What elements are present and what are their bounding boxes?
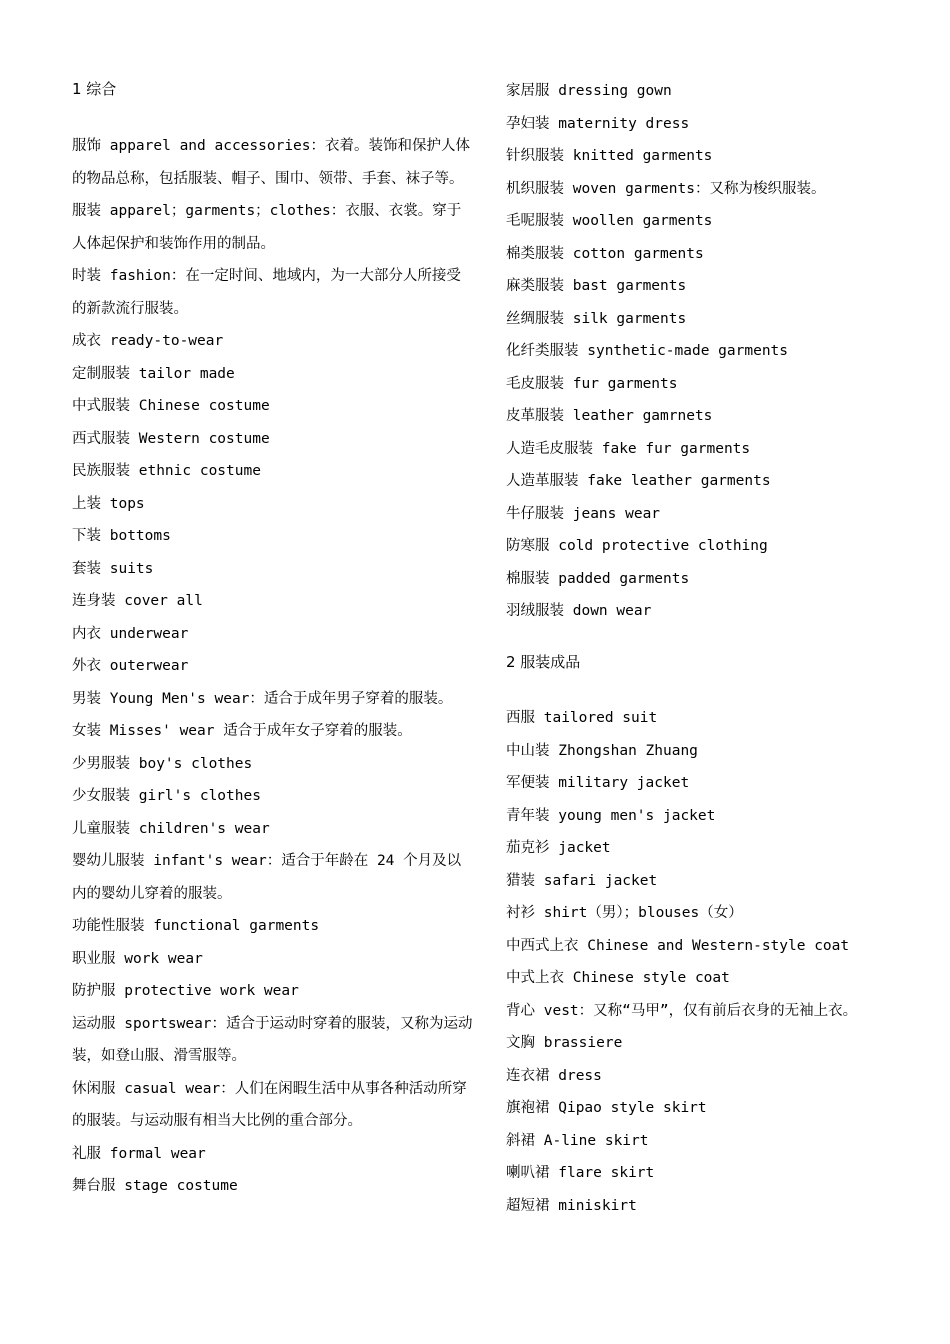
glossary-entry: 化纤类服装 synthetic-made garments [506, 343, 789, 359]
glossary-entry: 羽绒服装 down wear [506, 603, 652, 619]
glossary-entry: 婴幼儿服装 infant's wear：适合于年龄在 24 个月及以内的婴幼儿穿着的服装。 [72, 853, 462, 902]
section-heading-general: 1 综合 [72, 80, 117, 98]
glossary-entry: 功能性服装 functional garments [72, 918, 320, 934]
glossary-entry: 孕妇装 maternity dress [506, 115, 690, 132]
glossary-entry: 女装 Misses' wear 适合于成年女子穿着的服装。 [72, 723, 412, 739]
glossary-entry: 少男服装 boy's clothes [72, 755, 253, 772]
glossary-entry: 茄克衫 jacket [506, 840, 611, 856]
glossary-entry: 毛皮服装 fur garments [506, 375, 678, 392]
glossary-entry: 西服 tailored suit [506, 710, 658, 726]
glossary-entry: 军便装 military jacket [506, 775, 690, 791]
glossary-entry: 青年装 young men's jacket [506, 807, 716, 824]
glossary-entry: 外衣 outerwear [72, 658, 189, 674]
glossary-entry: 文胸 brassiere [506, 1035, 623, 1051]
glossary-entry: 连身装 cover all [72, 593, 203, 609]
glossary-entry: 棉类服装 cotton garments [506, 245, 704, 262]
glossary-entry: 定制服装 tailor made [72, 365, 235, 382]
glossary-entry: 防寒服 cold protective clothing [506, 538, 768, 554]
glossary-entry: 牛仔服装 jeans wear [506, 505, 661, 522]
glossary-entry: 针织服装 knitted garments [506, 148, 713, 164]
glossary-entry: 少女服装 girl's clothes [72, 788, 261, 804]
glossary-entry: 棉服装 padded garments [506, 570, 690, 587]
glossary-entry: 套装 suits [72, 560, 154, 577]
glossary-entry: 家居服 dressing gown [506, 83, 672, 99]
glossary-entry: 连衣裙 dress [506, 1067, 602, 1084]
glossary-entry: 西式服装 Western costume [72, 430, 270, 447]
glossary-entry: 舞台服 stage costume [72, 1178, 238, 1194]
glossary-entry: 男装 Young Men's wear：适合于成年男子穿着的服装。 [72, 690, 453, 707]
glossary-entry: 毛呢服装 woollen garments [506, 213, 713, 229]
glossary-entry: 喇叭裙 flare skirt [506, 1165, 655, 1181]
glossary-entry: 旗袍裙 Qipao style skirt [506, 1100, 707, 1116]
glossary-entry: 机织服装 woven garments：又称为梭织服装。 [506, 180, 826, 197]
glossary-entry: 上装 tops [72, 495, 145, 512]
glossary-entry: 服饰 apparel and accessories：衣着。装饰和保护人体的物品总称，包括服装、帽子、围巾、领带、手套、袜子等。 [72, 138, 471, 187]
glossary-entry: 中式服装 Chinese costume [72, 398, 270, 414]
glossary-entry: 内衣 underwear [72, 625, 189, 642]
glossary-entry: 背心 vest：又称“马甲”，仅有前后衣身的无袖上衣。 [506, 1002, 858, 1019]
glossary-entry: 人造革服装 fake leather garments [506, 473, 771, 489]
glossary-entry: 成衣 ready-to-wear [72, 333, 224, 349]
glossary-entry: 皮革服装 leather gamrnets [506, 408, 713, 424]
glossary-entry: 麻类服装 bast garments [506, 278, 687, 294]
glossary-entry: 儿童服装 children's wear [72, 820, 270, 837]
glossary-entry: 人造毛皮服装 fake fur garments [506, 440, 751, 457]
glossary-entry: 丝绸服装 silk garments [506, 310, 687, 327]
glossary-entry: 职业服 work wear [72, 950, 203, 967]
section-heading-finished-garments: 2 服装成品 [506, 653, 581, 671]
glossary-entry: 服装 apparel；garments；clothes：衣服、衣裳。穿于人体起保护和装饰作用的制品。 [72, 203, 462, 252]
glossary-entry: 防护服 protective work wear [72, 983, 299, 999]
glossary-entry: 休闲服 casual wear：人们在闲暇生活中从事各种活动所穿的服装。与运动服有相当大比例的重合部分。 [72, 1080, 467, 1129]
glossary-entry: 中山装 Zhongshan Zhuang [506, 742, 698, 759]
glossary-entry: 中式上衣 Chinese style coat [506, 970, 730, 986]
glossary-entry: 下装 bottoms [72, 528, 171, 544]
glossary-entry: 时装 fashion：在一定时间、地域内，为一大部分人所接受的新款流行服装。 [72, 268, 461, 317]
glossary-entry: 衬衫 shirt（男）；blouses（女） [506, 905, 743, 921]
glossary-entry: 猎装 safari jacket [506, 872, 658, 889]
glossary-entry: 运动服 sportswear：适合于运动时穿着的服装，又称为运动装，如登山服、滑雪服等。 [72, 1015, 473, 1064]
glossary-entry: 礼服 formal wear [72, 1145, 206, 1162]
glossary-entry: 斜裙 A-line skirt [506, 1132, 649, 1149]
glossary-entry: 超短裙 miniskirt [506, 1197, 637, 1214]
glossary-entry: 中西式上衣 Chinese and Western-style coat [506, 937, 850, 954]
glossary-entry: 民族服装 ethnic costume [72, 463, 261, 479]
